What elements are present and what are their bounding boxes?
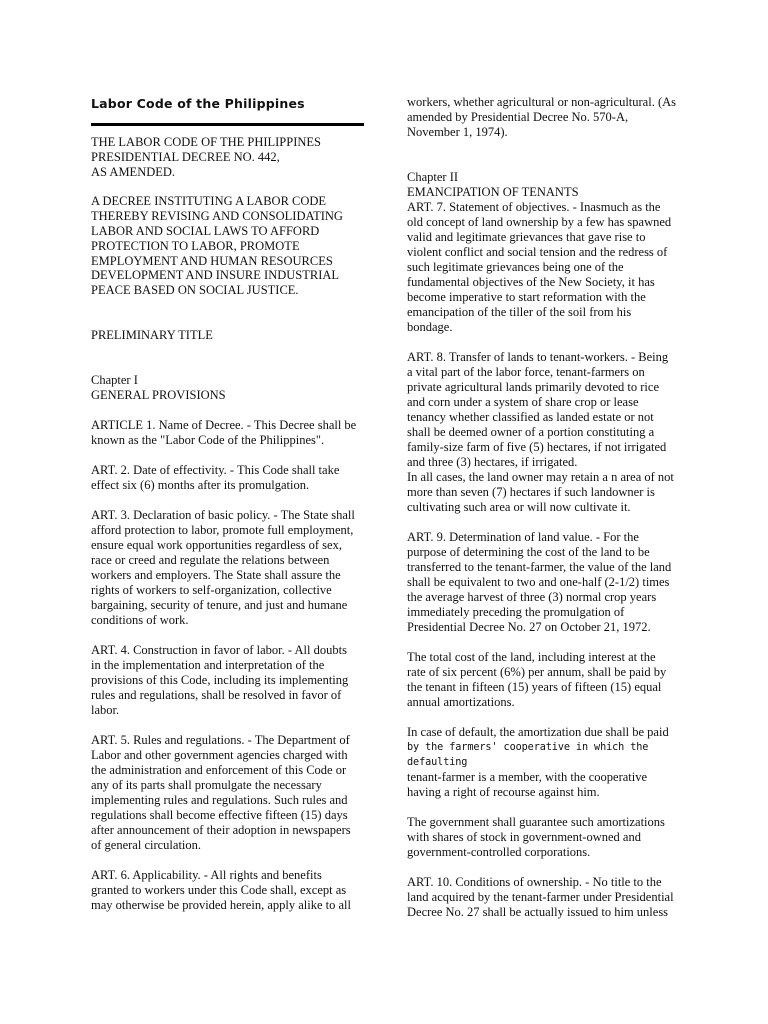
right-column [407,95,699,920]
article-line: granted to workers under this Code shall, except as [91,882,347,897]
paragraph-line: In case of default, the amortization due shall be paid [407,725,669,739]
chapter-1-heading [91,373,367,403]
article-line: In all cases, the land owner may retain a n area of not [407,470,674,484]
article-9 [407,530,699,635]
article-line: November 1, 1974). [407,125,508,139]
document-title: Labor Code of the Philippines [91,96,305,111]
article-line: and corn under a system of share crop or lease [407,395,639,409]
chapter-number: Chapter II [407,170,459,184]
article-line: amended by Presidential Decree No. 570-A, [407,110,629,124]
article-line: valid and legitimate grievances that gave rise to [407,230,646,244]
article-line: purpose of determining the cost of the land to be [407,545,650,559]
article-line: become imperative to start reformation with the [407,290,646,304]
article-line: tenancy whether classified as landed estate or not [407,410,654,424]
decree-line: A DECREE INSTITUTING A LABOR CODE [91,194,327,209]
article-8 [407,350,699,515]
article-line: private agricultural lands primarily devoted to rice [407,380,659,394]
article-line: rules and regulations, shall be resolved in favor of [91,687,342,702]
decree-line: LABOR AND SOCIAL LAWS TO AFFORD [91,223,320,238]
guarantee-paragraph [407,815,699,860]
article-line: violent conflict and social tension and the redress of [407,245,668,259]
article-line: immediately preceding the promulgation of [407,605,625,619]
article-line: bondage. [407,320,453,334]
code-header-line: AS AMENDED. [91,164,176,179]
article-line: race or creed and regulate the relations between [91,552,330,567]
article-line: known as the "Labor Code of the Philippines". [91,432,325,447]
article-line: any of its parts shall promulgate the necessary [91,777,322,792]
paragraph-line: government-controlled corporations. [407,845,591,859]
article-line: implementing rules and regulations. Such rules and [91,792,348,807]
article-line: ART. 3. Declaration of basic policy. - The State shall [91,507,355,522]
article-line: a vital part of the labor force, tenant-farmers on [407,365,645,379]
article-line: effect six (6) months after its promulgation. [91,477,310,492]
article-line: cultivating such area or will now cultivate it. [407,500,631,514]
article-line: workers and employers. The State shall assure the [91,567,341,582]
article-line: after announcement of their adoption in newspapers [91,822,351,837]
article-line: workers, whether agricultural or non-agricultural. (As [407,95,677,109]
paragraph-line: The total cost of the land, including interest at the [407,650,656,664]
article-line: ART. 10. Conditions of ownership. - No title to the [407,875,662,889]
total-cost-paragraph [407,650,699,710]
paragraph-line: The government shall guarantee such amortizations [407,815,665,829]
article-3 [91,508,367,628]
paragraph-line: with shares of stock in government-owned and [407,830,641,844]
article-line: afford protection to labor, promote full employment, [91,522,354,537]
article-line: fundamental objectives of the New Society, it has [407,275,655,289]
article-line: land acquired by the tenant-farmer under Presidential [407,890,674,904]
article-line: Presidential Decree No. 27 on October 21, 1972. [407,620,651,634]
article-line: ART. 2. Date of effectivity. - This Code shall take [91,462,340,477]
chapter-2-heading [407,170,699,200]
article-line: ART. 4. Construction in favor of labor. - All doubts [91,642,347,657]
paragraph-line: the tenant in fifteen (15) years of fifteen (15) equal [407,680,662,694]
article-line: in the implementation and interpretation of the [91,657,325,672]
article-line: Labor and other government agencies charged with [91,747,348,762]
paragraph-line: annual amortizations. [407,695,515,709]
article-1 [91,418,367,448]
article-line: ARTICLE 1. Name of Decree. - This Decree shall be [91,417,357,432]
article-line: ART. 9. Determination of land value. - For the [407,530,639,544]
article-line: and three (3) hectares, if irrigated. [407,455,578,469]
article-line: conditions of work. [91,612,189,627]
article-line: such legitimate grievances being one of the [407,260,624,274]
article-line: ART. 7. Statement of objectives. - Inasmuch as the [407,200,661,214]
article-2 [91,463,367,493]
article-line: old concept of land ownership by a few has spawned [407,215,672,229]
article-line: more than seven (7) hectares if such landowner is [407,485,655,499]
paragraph-line-monospace: by the farmers' cooperative in which the defaulting [407,742,649,768]
decree-line: EMPLOYMENT AND HUMAN RESOURCES [91,253,333,268]
decree-description [91,194,367,298]
article-line: the administration and enforcement of this Code or [91,762,347,777]
left-column [91,95,367,913]
article-line: shall be deemed owner of a portion constituting a [407,425,655,439]
decree-line: PROTECTION TO LABOR, PROMOTE [91,238,300,253]
article-line: may otherwise be provided herein, apply alike to all [91,897,351,912]
article-line: ensure equal work opportunities regardless of sex, [91,537,342,552]
title-rule [91,123,364,126]
article-line: the average harvest of three (3) normal crop years [407,590,657,604]
preliminary-title: PRELIMINARY TITLE [91,327,213,342]
article-line: bargaining, security of tenure, and just and humane [91,597,348,612]
default-paragraph [407,725,699,800]
article-10 [407,875,699,920]
article-line: ART. 8. Transfer of lands to tenant-workers. - Being [407,350,669,364]
decree-line: DEVELOPMENT AND INSURE INDUSTRIAL [91,268,340,283]
paragraph-line: having a right of recourse against him. [407,785,600,799]
code-header-line: PRESIDENTIAL DECREE NO. 442, [91,149,280,164]
article-7 [407,200,699,335]
code-header-line: THE LABOR CODE OF THE PHILIPPINES [91,135,321,149]
article-line: Decree No. 27 shall be actually issued to him unless [407,905,669,919]
article-line: family-size farm of five (5) hectares, if not irrigated [407,440,667,454]
chapter-title: EMANCIPATION OF TENANTS [407,185,579,199]
article-line: transferred to the tenant-farmer, the value of the land [407,560,672,574]
article-line: of general circulation. [91,837,202,852]
article-line: shall be equivalent to two and one-half (2-1/2) times [407,575,670,589]
article-line: provisions of this Code, including its implementing [91,672,349,687]
decree-line: THEREBY REVISING AND CONSOLIDATING [91,209,343,224]
article-line: ART. 5. Rules and regulations. - The Department of [91,732,350,747]
chapter-number: Chapter I [91,372,138,387]
decree-line: PEACE BASED ON SOCIAL JUSTICE. [91,283,299,298]
article-5 [91,733,367,853]
article-line: regulations shall become effective fifteen (15) days [91,807,348,822]
article-line: rights of workers to self-organization, collective [91,582,332,597]
code-header [91,135,367,179]
article-line: emancipation of the tiller of the soil from his [407,305,632,319]
chapter-title: GENERAL PROVISIONS [91,387,226,402]
paragraph-line: rate of six percent (6%) per annum, shall be paid by [407,665,667,679]
article-line: ART. 6. Applicability. - All rights and benefits [91,867,322,882]
article-6 [91,868,367,913]
article-line: labor. [91,702,120,717]
article-6-continued [407,95,699,140]
paragraph-line: tenant-farmer is a member, with the cooperative [407,770,648,784]
article-4 [91,643,367,718]
